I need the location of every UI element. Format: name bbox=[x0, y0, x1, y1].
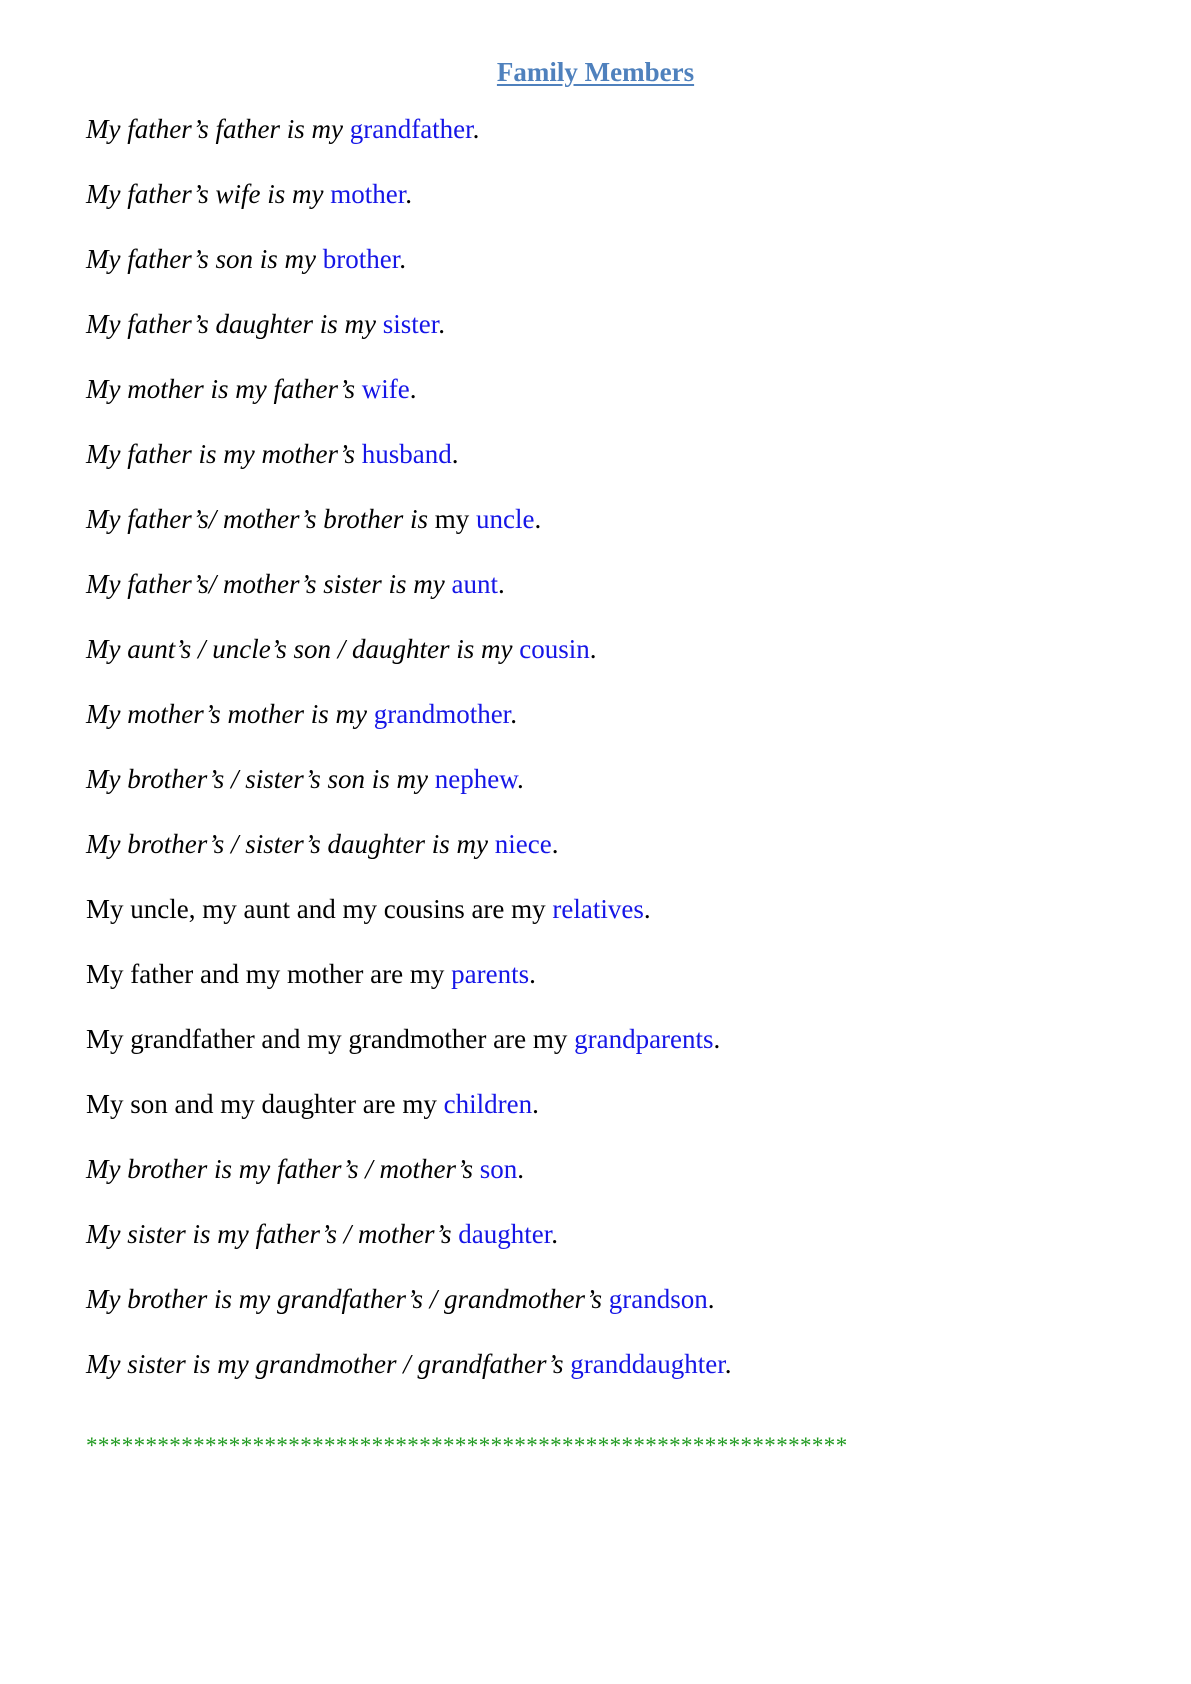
sentence-line bbox=[86, 698, 731, 763]
sentence-text: My father’s father is my bbox=[86, 114, 350, 144]
sentence-text: My father’s daughter is my bbox=[86, 309, 383, 339]
answer-word: grandmother bbox=[373, 699, 511, 729]
answer-word: aunt bbox=[451, 569, 499, 599]
sentence-period: . bbox=[399, 244, 406, 274]
sentence-line bbox=[86, 958, 731, 1023]
sentence-period: . bbox=[409, 374, 417, 404]
sentence-period: . bbox=[517, 764, 524, 794]
sentence-text: My mother is my father’s bbox=[86, 374, 362, 404]
sentence-period: . bbox=[529, 959, 536, 989]
answer-word: mother bbox=[330, 179, 406, 209]
sentence-line bbox=[86, 308, 731, 373]
sentence-line bbox=[86, 503, 731, 568]
sentence-text: My grandfather and my grandmother are my bbox=[86, 1024, 575, 1054]
sentence-period: . bbox=[405, 179, 412, 209]
answer-word: sister bbox=[382, 309, 439, 339]
sentence-text: My father’s/ mother’s brother is bbox=[86, 504, 435, 534]
sentence-text: My son and my daughter are my bbox=[86, 1089, 444, 1119]
answer-word: son bbox=[479, 1154, 518, 1184]
sentence-period: . bbox=[532, 1089, 539, 1119]
answer-word: grandfather bbox=[349, 114, 473, 144]
answer-word: cousin bbox=[519, 634, 590, 664]
star-separator: **************************************************************** bbox=[86, 1433, 848, 1458]
sentence-period: . bbox=[498, 569, 505, 599]
sentence-text: My uncle, my aunt and my cousins are my bbox=[86, 894, 553, 924]
answer-word: niece bbox=[494, 829, 552, 859]
answer-word: daughter bbox=[458, 1219, 552, 1249]
sentence-text: My aunt’s / uncle’s son / daughter is my bbox=[86, 634, 520, 664]
sentence-line bbox=[86, 438, 731, 503]
sentence-text: My sister is my father’s / mother’s bbox=[86, 1219, 459, 1249]
sentence-line bbox=[86, 373, 731, 438]
sentence-period: . bbox=[707, 1284, 715, 1314]
sentence-text: My brother is my grandfather’s / grandmother’s bbox=[86, 1284, 609, 1314]
sentence-text: My brother is my father’s / mother’s bbox=[86, 1154, 480, 1184]
sentence-period: . bbox=[451, 439, 459, 469]
sentence-line bbox=[86, 243, 731, 308]
answer-word: wife bbox=[361, 374, 410, 404]
sentence-line bbox=[86, 828, 731, 893]
answer-word: relatives bbox=[552, 894, 644, 924]
sentence-period: . bbox=[534, 504, 542, 534]
sentence-line bbox=[86, 1348, 731, 1413]
sentence-line bbox=[86, 568, 731, 633]
sentence-text: My brother’s / sister’s son is my bbox=[86, 764, 435, 794]
sentence-period: . bbox=[517, 1154, 525, 1184]
sentence-text: My father’s wife is my bbox=[86, 179, 331, 209]
sentence-period: . bbox=[438, 309, 445, 339]
answer-word: parents bbox=[451, 959, 530, 989]
sentence-line bbox=[86, 1283, 731, 1348]
sentence-line bbox=[86, 1023, 731, 1088]
sentence-period: . bbox=[643, 894, 651, 924]
sentence-text: My father and my mother are my bbox=[86, 959, 452, 989]
sentence-line bbox=[86, 893, 731, 958]
sentence-period: . bbox=[551, 1219, 558, 1249]
sentence-period: . bbox=[713, 1024, 721, 1054]
sentence-text: My father is my mother’s bbox=[86, 439, 362, 469]
sentence-line bbox=[86, 1218, 731, 1283]
sentence-text: My father’s/ mother’s sister is my bbox=[86, 569, 452, 599]
sentence-period: . bbox=[510, 699, 517, 729]
sentence-text: My brother’s / sister’s daughter is my bbox=[86, 829, 495, 859]
sentence-line bbox=[86, 1088, 731, 1153]
sentence-line bbox=[86, 113, 731, 178]
sentence-period: . bbox=[724, 1349, 732, 1379]
answer-word: grandparents bbox=[574, 1024, 714, 1054]
sentence-period: . bbox=[589, 634, 597, 664]
answer-word: uncle bbox=[476, 504, 535, 534]
sentence-line bbox=[86, 178, 731, 243]
sentence-line bbox=[86, 1153, 731, 1218]
sentence-text: My mother’s mother is my bbox=[86, 699, 374, 729]
answer-word: grandson bbox=[608, 1284, 708, 1314]
sentence-text: My sister is my grandmother / grandfather’s bbox=[86, 1349, 571, 1379]
answer-word: granddaughter bbox=[570, 1349, 725, 1379]
sentence-list bbox=[86, 113, 731, 1413]
answer-word: brother bbox=[322, 244, 400, 274]
answer-word: husband bbox=[361, 439, 452, 469]
answer-word: children bbox=[443, 1089, 533, 1119]
sentence-period: . bbox=[551, 829, 559, 859]
sentence-line bbox=[86, 633, 731, 698]
page-title: Family Members bbox=[496, 57, 695, 87]
sentence-text: My father’s son is my bbox=[86, 244, 323, 274]
sentence-text: my bbox=[434, 504, 477, 534]
answer-word: nephew bbox=[434, 764, 517, 794]
sentence-period: . bbox=[472, 114, 480, 144]
sentence-line bbox=[86, 763, 731, 828]
